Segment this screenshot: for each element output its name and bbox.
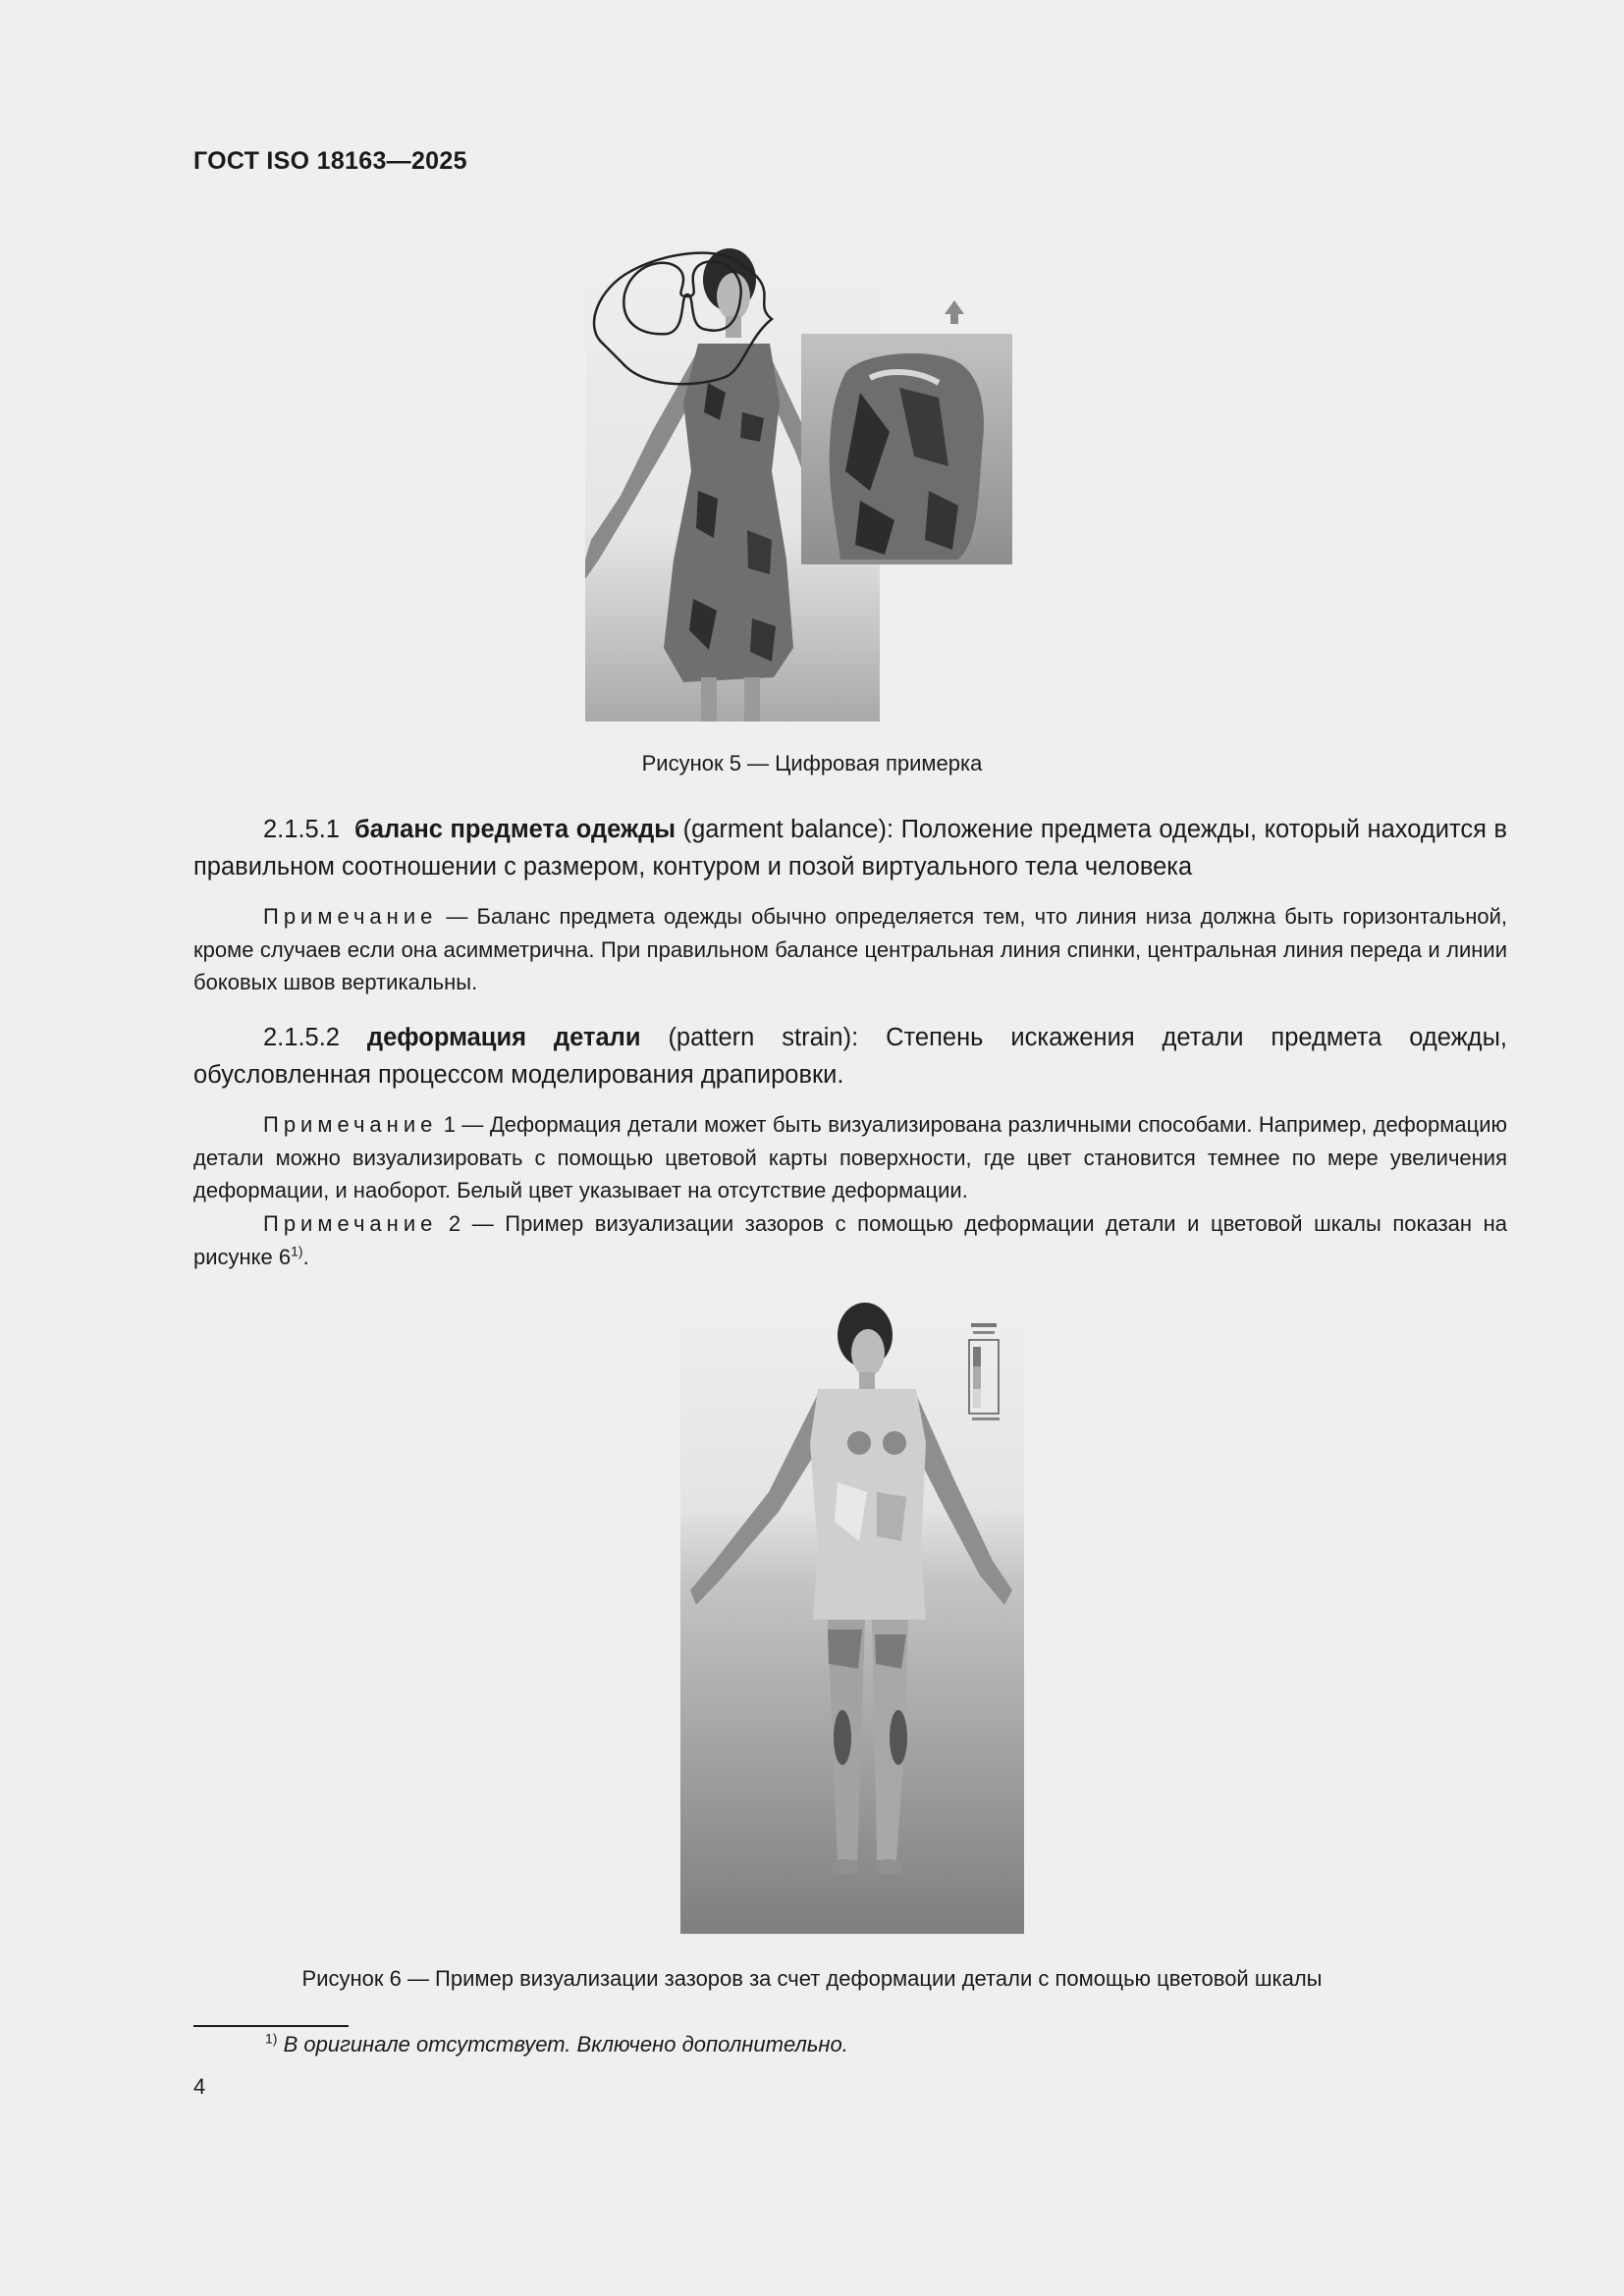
- page-number: 4: [193, 2074, 206, 2099]
- figure-5-caption: Рисунок 5 — Цифровая примерка: [641, 751, 983, 775]
- note-2-1-5-2-1: Примечание 1 — Деформация детали может быть визуализирована различными способами. Например, деформацию детали можно визуализировать с помощью цветовой карты поверхности, где цвет становится темнее по мере увеличения деформации, и наоборот. Белый цвет указывает на отсутствие деформации.: [193, 1112, 1507, 1202]
- figure-6-caption: Рисунок 6 — Пример визуализации зазоров за счет деформации детали с помощью цветовой шкалы: [301, 1966, 1323, 1991]
- definition-2-1-5-2: 2.1.5.2 деформация детали (pattern strain): Степень искажения детали предмета одежды, обусловленная процессом моделирования драпировки.: [193, 1024, 1507, 1089]
- footnote: $^{1)}$ В оригинале отсутствует. Включено дополнительно.: [265, 2030, 848, 2056]
- figure-6-image: [680, 1296, 1024, 1934]
- document-header: ГОСТ ISO 18163—2025: [193, 147, 467, 175]
- note-2-1-5-2-2: Примечание 2 — Пример визуализации зазоров с помощью деформации детали и цветовой шкалы показан на рисунке 6$^{1)}$.: [193, 1211, 1507, 1269]
- up-arrow-icon: [945, 300, 964, 324]
- note-2-1-5-1: Примечание — Баланс предмета одежды обычно определяется тем, что линия низа должна быть горизонтальной, кроме случаев если она асимметрична. При правильном балансе центральная линия спинки, центральная линия переда и линии боковых швов вертикальны.: [193, 904, 1507, 994]
- definition-2-1-5-1: 2.1.5.1 баланс предмета одежды (garment balance): Положение предмета одежды, который находится в правильном соотношении с размером, контуром и позой виртуального тела человека: [193, 816, 1508, 881]
- footnote-divider: [193, 2025, 349, 2027]
- figure-5-image: [585, 236, 1115, 721]
